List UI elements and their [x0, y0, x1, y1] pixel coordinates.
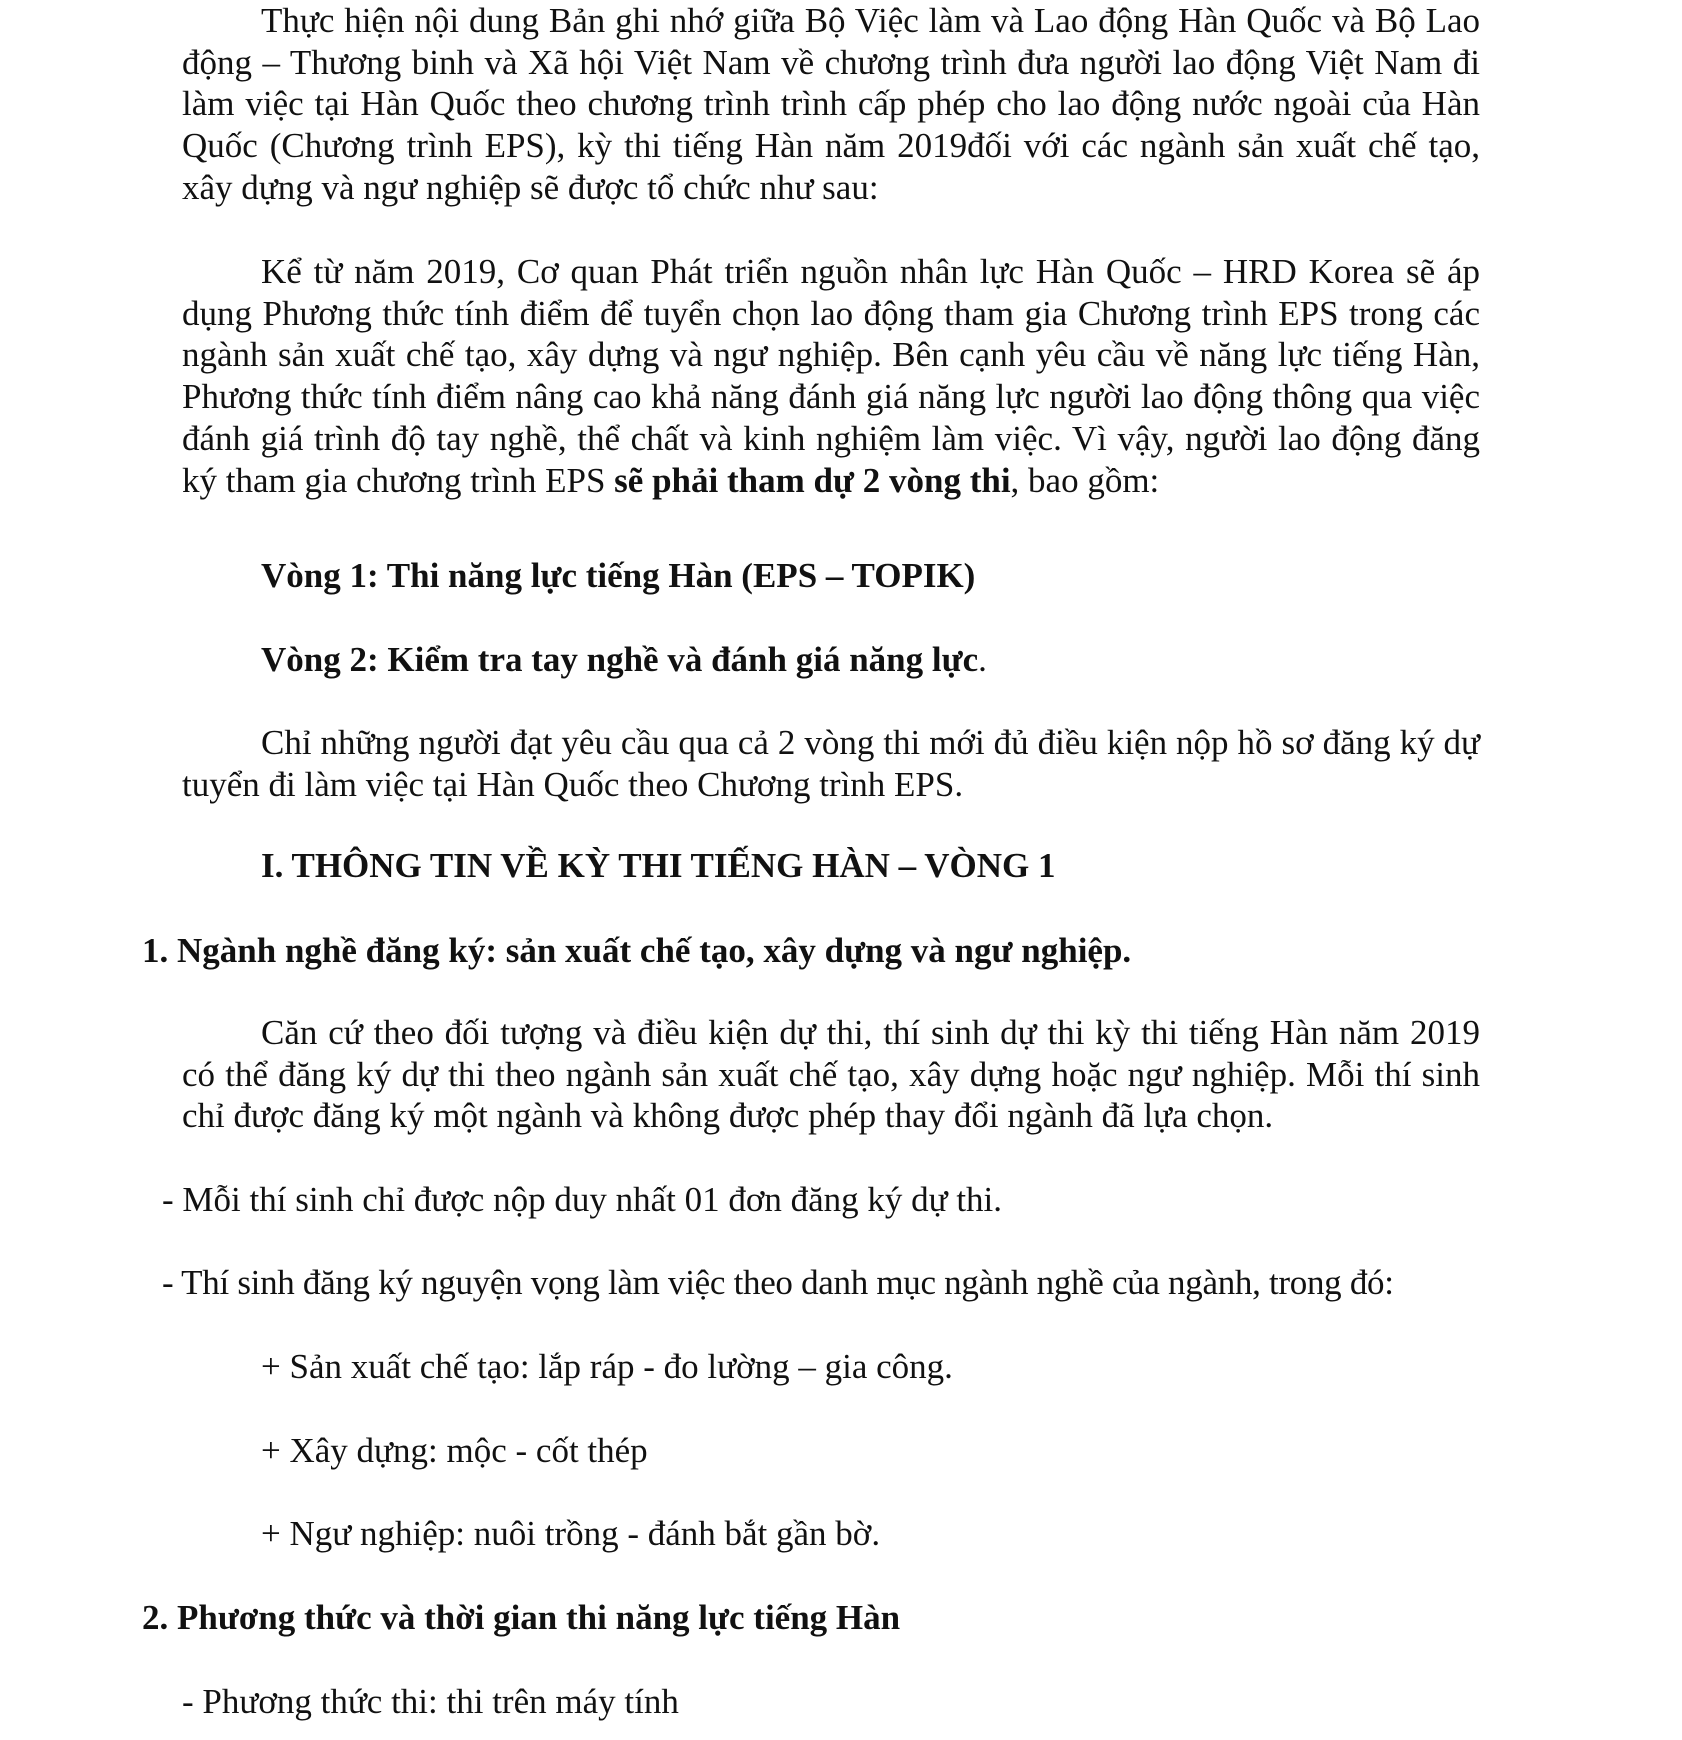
eligibility-paragraph: Chỉ những người đạt yêu cầu qua cả 2 vòng thi mới đủ điều kiện nộp hồ sơ đăng ký dự tuyển đi làm việc tại Hàn Quốc theo Chương trình EPS. — [182, 723, 1480, 804]
points-text-after: , bao gồm: — [1010, 460, 1160, 500]
method-line: - Phương thức thi: thi trên máy tính — [182, 1682, 679, 1721]
round-2-heading — [261, 639, 987, 681]
points-method-paragraph — [182, 251, 1480, 501]
round-1-heading: Vòng 1: Thi năng lực tiếng Hàn (EPS – TOPIK) — [261, 556, 976, 595]
bullet-item: - Mỗi thí sinh chỉ được nộp duy nhất 01 đơn đăng ký dự thi. — [162, 1180, 1003, 1219]
sub-bullet-item: + Ngư nghiệp: nuôi trồng - đánh bắt gần bờ. — [261, 1514, 881, 1553]
round-2-bold: Vòng 2: Kiểm tra tay nghề và đánh giá năng lực — [261, 640, 979, 679]
section-1-heading: I. THÔNG TIN VỀ KỲ THI TIẾNG HÀN – VÒNG 1 — [261, 846, 1056, 885]
round-2-tail: . — [978, 640, 987, 679]
sub-bullet-item: + Sản xuất chế tạo: lắp ráp - đo lường – gia công. — [261, 1347, 953, 1386]
bullet-item: - Thí sinh đăng ký nguyện vọng làm việc theo danh mục ngành nghề của ngành, trong đó: — [162, 1263, 1394, 1302]
subsection-2-heading: 2. Phương thức và thời gian thi năng lực tiếng Hàn — [142, 1598, 901, 1637]
subsection-1-heading: 1. Ngành nghề đăng ký: sản xuất chế tạo, xây dựng và ngư nghiệp. — [142, 931, 1132, 970]
points-text-bold: sẽ phải tham dự 2 vòng thi — [614, 460, 1011, 500]
subsection-1-paragraph: Căn cứ theo đối tượng và điều kiện dự thi, thí sinh dự thi kỳ thi tiếng Hàn năm 2019 có thể đăng ký dự thi theo ngành sản xuất chế tạo, xây dựng hoặc ngư nghiệp. Mỗi thí sinh chỉ được đăng ký một ngành và không được phép thay đổi ngành đã lựa chọn. — [182, 1013, 1480, 1136]
sub-bullet-item: + Xây dựng: mộc - cốt thép — [261, 1431, 648, 1470]
intro-paragraph: Thực hiện nội dung Bản ghi nhớ giữa Bộ Việc làm và Lao động Hàn Quốc và Bộ Lao động – Thương binh và Xã hội Việt Nam về chương trình đưa người lao động Việt Nam đi làm việc tại Hàn Quốc theo chương trình trình cấp phép cho lao động nước ngoài của Hàn Quốc (Chương trình EPS), kỳ thi tiếng Hàn năm 2019đối với các ngành sản xuất chế tạo, xây dựng và ngư nghiệp sẽ được tổ chức như sau: — [182, 1, 1480, 207]
points-text-before: Kể từ năm 2019, Cơ quan Phát triển nguồn nhân lực Hàn Quốc – HRD Korea sẽ áp dụng Phương thức tính điểm để tuyển chọn lao động tham gia Chương trình EPS trong các ngành sản xuất chế tạo, xây dựng và ngư nghiệp. Bên cạnh yêu cầu về năng lực tiếng Hàn, Phương thức tính điểm nâng cao khả năng đánh giá năng lực người lao động thông qua việc đánh giá trình độ tay nghề, thể chất và kinh nghiệm làm việc. Vì vậy, người lao động đăng ký tham gia chương trình EPS — [182, 252, 1480, 500]
